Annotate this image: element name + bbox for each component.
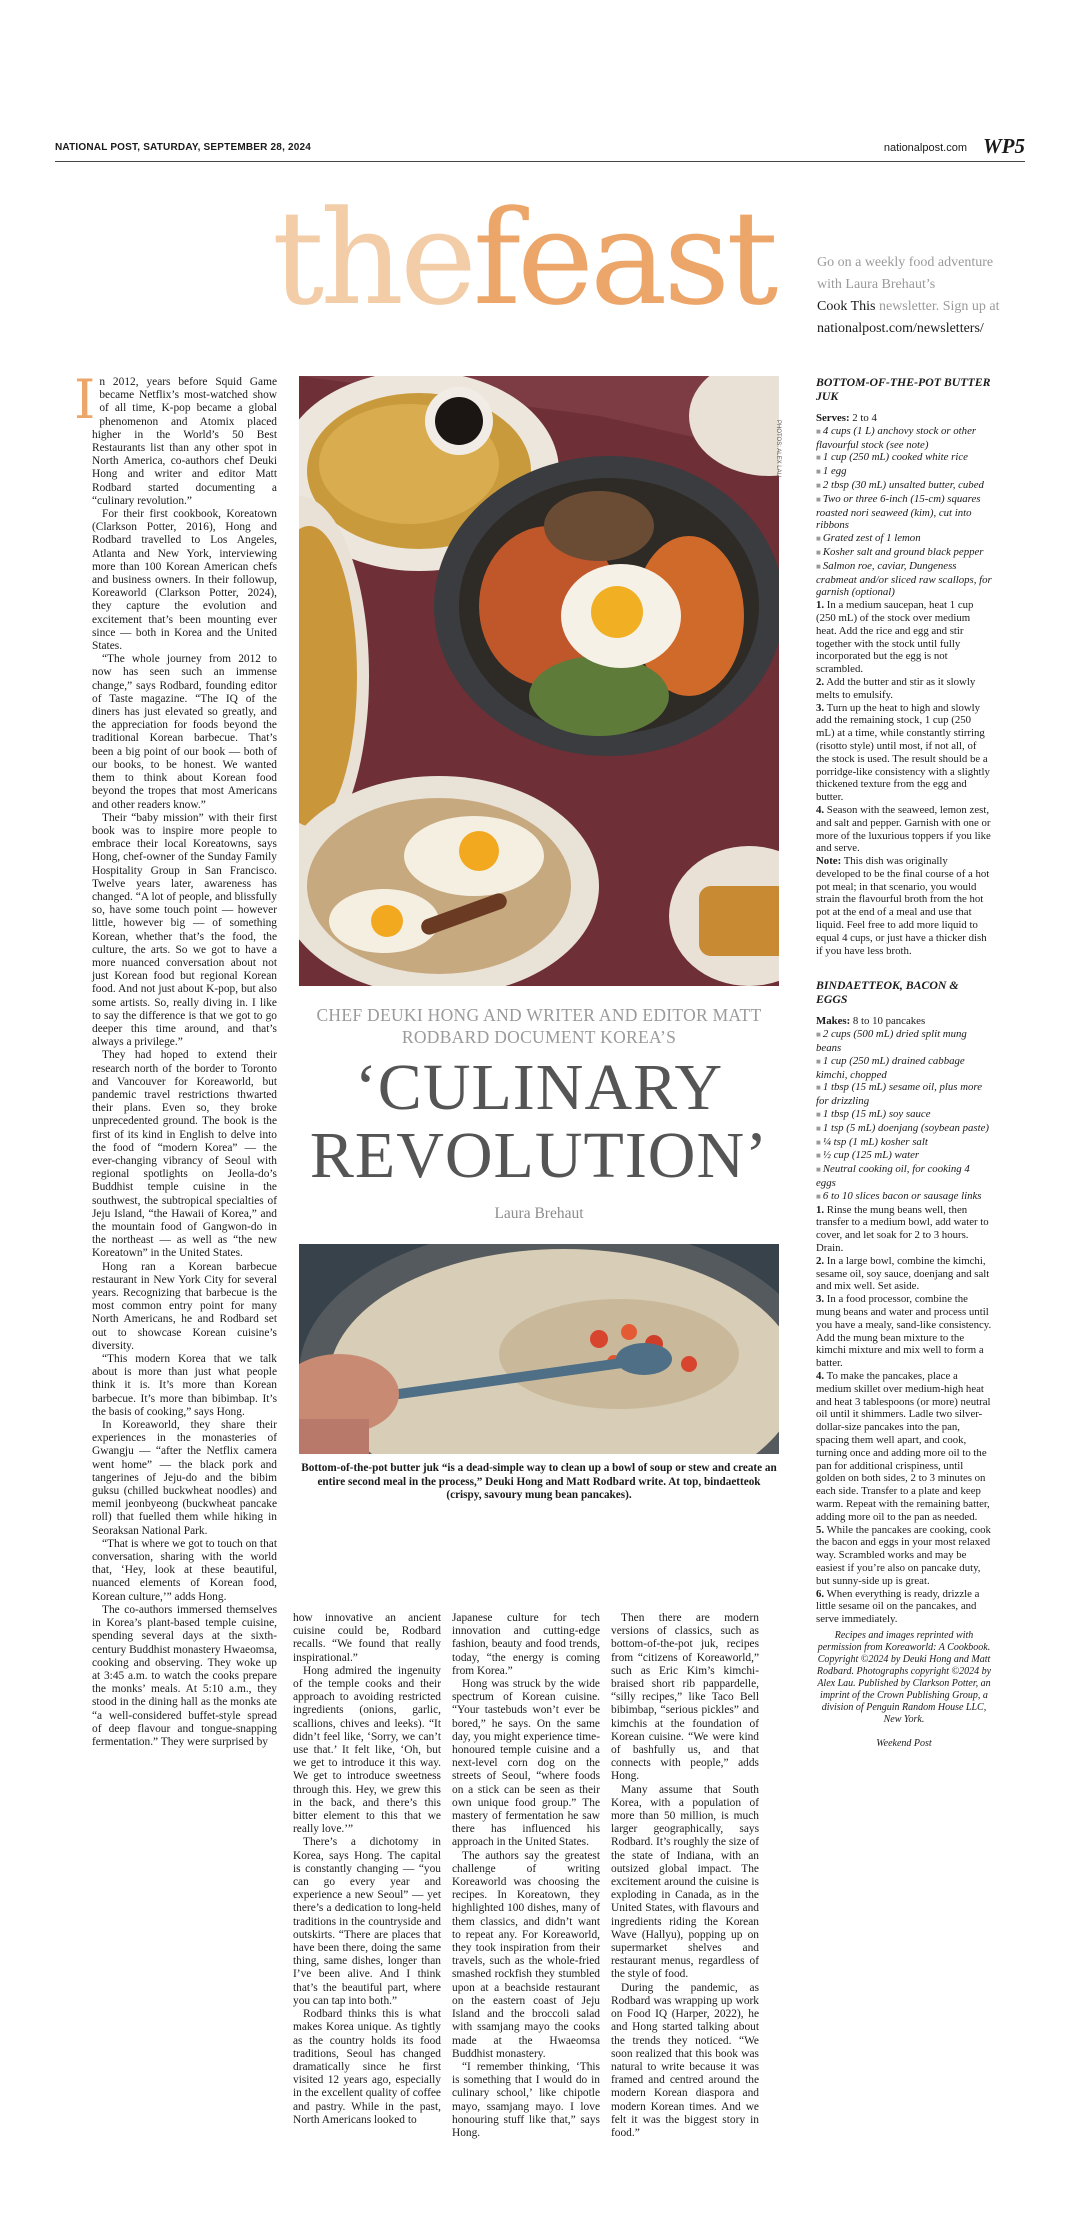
recipe-1-serves: 2 to 4 xyxy=(849,412,877,424)
ingredient: ■ 1 cup (250 mL) cooked white rice xyxy=(816,451,992,465)
article-column-4 xyxy=(611,1612,759,2140)
ingredient: ■ ½ cup (125 mL) water xyxy=(816,1149,992,1163)
article-column-2 xyxy=(293,1612,441,2127)
step-number: 2. xyxy=(816,1254,825,1267)
promo-line-3: newsletter. Sign up at xyxy=(875,299,1000,314)
article-paragraph: They had hoped to extend their research north of the border to Toronto and Vancouver for Koreaworld, but pandemic travel restrictions thwarted their plans. Even so, they broke unprecedented ground. The book is the first of its kind in English to delve into the food of “modern Korea” — the ever-changing vibrancy of Seoul with regional spotlights on Jeolla-do’s Buddhist temple cuisine in the southwest, the subtropical specialties of Jeju Island, “the Hawaii of Korea,” and the mountain food of Gangwon-do in the northeast — as well as “the new Koreatown” in the United States. xyxy=(92,1049,277,1260)
ingredient: ■ Grated zest of 1 lemon xyxy=(816,532,992,546)
article-paragraph: Hong admired the ingenuity of the temple cooks and their approach to avoiding restricted ingredients (onions, garlic, scallions, chives and leeks). “It didn’t feel like, ‘Sorry, we can’t use that.’ It felt like, ‘Oh, but we get to introduce it this way. We get to introduce sweetness through this. Hey, we grew this in the back, and there’s this bitter element to this that we really love.’” xyxy=(293,1664,441,1836)
recipe-step xyxy=(816,1588,992,1626)
step-number: 2. xyxy=(816,675,825,688)
bindaetteok-photo-illustration xyxy=(299,376,779,986)
article-paragraph: Then there are modern versions of classics, such as bottom-of-the-pot juk, recipes from “citizens of Koreaworld,” such as Eric Kim’s kimchi-braised short rib pappardelle, “silly recipes,” like Taco Bell bibimbap, “serious pickles” and kimchis at the foundation of Korean cuisine. “We were kind of bashfully us, and that connects with people,” adds Hong. xyxy=(611,1612,759,1783)
article-paragraph: The authors say the greatest challenge of writing Koreaworld was choosing the recipes. In Koreatown, they highlighted 100 dishes, many of them classics, and didn’t want to repeat any. For Koreaworld, they took inspiration from their travels, such as the whole-fried smashed rockfish they stumbled upon at a beachside restaurant on the eastern coast of Jeju Island and the broccoli salad with ssamjang mayo the cooks made at the Hwaeomsa Buddhist monastery. xyxy=(452,1849,600,2060)
ingredient: ■ Salmon roe, caviar, Dungeness crabmeat and/or sliced raw scallops, for garnish (optional) xyxy=(816,560,992,599)
headline-line-2: REVOLUTION’ xyxy=(309,1119,769,1192)
step-text: Turn up the heat to high and slowly add the remaining stock, 1 cup (250 mL) at a time, while constantly stirring (risotto style) until most, if not all, of the stock is used. The result should be a porridge-like consistency with a slightly thickened texture from the egg and butter. xyxy=(816,701,990,804)
step-text: In a food processor, combine the mung beans and water and process until you have a mealy, sand-like consistency. Add the mung bean mixture to the kimchi mixture and mix well to form a batter. xyxy=(816,1293,992,1370)
article-paragraph: The co-authors immersed themselves in Korea’s plant-based temple cuisine, spending several days at the sixth-century Buddhist monastery Hwaeomsa, cooking and observing. They woke up at 3:45 a.m. to watch the cooks prepare the monks’ meals. At 5:10 a.m., they stood in the dining hall as the monks ate “a well-considered buffet-style spread of deep flavour and tongue-snapping fermentation.” They were surprised by xyxy=(92,1603,277,1748)
recipe-step xyxy=(816,804,992,855)
article-paragraph: Rodbard thinks this is what makes Korea unique. As tightly as the country holds its food traditions, Seoul has changed dramatically since he first visited 12 years ago, especially in the excellent quality of coffee and pastry. While in the past, North Americans looked to xyxy=(293,2008,441,2126)
photo-credit: PHOTOS: ALEX LAU xyxy=(775,420,781,477)
section-masthead xyxy=(272,182,832,352)
page-header xyxy=(55,134,1025,160)
article-paragraph: Many assume that South Korea, with a population of more than 50 million, is much larger geographically, says Rodbard. It’s roughly the size of the state of Indiana, with an outsized global impact. The excitement around the cuisine is exploding in Canada, as in the United States, with flavours and ingredients riding the Korean Wave (Hallyu), popping up on supermarket shelves and restaurant menus, regardless of the style of food. xyxy=(611,1783,759,1981)
ingredient: ■ 1 cup (250 mL) drained cabbage kimchi, chopped xyxy=(816,1055,992,1082)
step-number: 1. xyxy=(816,599,825,612)
ingredient: ■ 1 tbsp (15 mL) sesame oil, plus more for drizzling xyxy=(816,1081,992,1108)
ingredient: ■ Kosher salt and ground black pepper xyxy=(816,546,992,560)
recipe-2-makes: 8 to 10 pancakes xyxy=(850,1015,926,1028)
step-text: Rinse the mung beans well, then transfer to a medium bowl, add water to cover, and let soak for 2 to 3 hours. Drain. xyxy=(816,1203,989,1255)
ingredient: ■ 6 to 10 slices bacon or sausage links xyxy=(816,1190,992,1204)
ingredient: ■ ¼ tsp (1 mL) kosher salt xyxy=(816,1136,992,1150)
headline xyxy=(262,1051,816,1192)
recipe-column xyxy=(816,376,992,1751)
promo-cook-this: Cook This xyxy=(817,299,876,314)
step-number: 5. xyxy=(816,1523,825,1536)
header-rule xyxy=(55,161,1025,162)
newsletter-promo xyxy=(817,252,1037,340)
article-paragraph: how innovative an ancient cuisine could be, Rodbard recalls. “We found that really inspirational.” xyxy=(293,1612,441,1664)
recipe-step xyxy=(816,1524,992,1588)
step-number: 3. xyxy=(816,1293,825,1306)
article-paragraph: During the pandemic, as Rodbard was wrapping up work on Food IQ (Harper, 2022), he and Hong started talking about the trends they noticed. “We soon realized that this book was natural to write because it was framed and centred around the modern Korean diaspora and modern Korean times. And we felt it was the biggest story in food.” xyxy=(611,1981,759,2139)
recipe-step xyxy=(816,676,992,702)
recipe-step xyxy=(816,702,992,804)
masthead-the: the xyxy=(272,182,473,334)
ingredient: ■ 1 tbsp (15 mL) soy sauce xyxy=(816,1108,992,1122)
drop-cap: I xyxy=(74,368,96,431)
top-food-photo xyxy=(299,376,779,986)
note-label: Note: xyxy=(816,855,842,868)
step-number: 4. xyxy=(816,1369,825,1382)
step-text: Season with the seaweed, lemon zest, and salt and pepper. Garnish with one or more of the luxurious toppers if you like and serve. xyxy=(816,803,991,855)
article-column-1 xyxy=(74,368,277,1749)
ingredient: ■ 2 tbsp (30 mL) unsalted butter, cubed xyxy=(816,479,992,493)
step-number: 4. xyxy=(816,803,825,816)
recipe-1-serves-label: Serves: xyxy=(816,412,850,424)
article-paragraph: n 2012, years before Squid Game became Netflix’s most-watched show of all time, K-pop became a global phenomenon and Atomix placed higher in the World’s 50 Best Restaurants list than any other spot in North America, co-authors chef Deuki Hong and writer and editor Matt Rodbard started documenting a “culinary revolution.” xyxy=(92,376,277,507)
article-column-3 xyxy=(452,1612,600,2140)
bottom-food-photo xyxy=(299,1244,779,1454)
promo-url-link[interactable]: nationalpost.com/newsletters/ xyxy=(817,321,984,336)
article-paragraph: In Koreaworld, they share their experiences in the monasteries of Gwangju — “after the Netflix camera went home” — the black pork and tangerines of Jeju-do and the bibim guksu (chilled buckwheat noodles) and memil jeonbyeong (buckwheat pancake roll) that fuelled them while hiking in Seoraksan National Park. xyxy=(92,1419,277,1537)
step-text: While the pancakes are cooking, cook the bacon and eggs in your most relaxed way. Scrambled works and may be easiest if you’re also on pancake duty, but sunny-side up is great. xyxy=(816,1523,991,1587)
headline-line-1: ‘CULINARY xyxy=(354,1051,724,1124)
step-text: Add the butter and stir as it slowly melts to emulsify. xyxy=(816,675,976,701)
article-paragraph: Their “baby mission” with their first book was to inspire more people to embrace their local Koreatowns, says Hong, chef-owner of the Sunday Family Hospitality Group in San Francisco. Twelve years later, awareness has changed. “A lot of people, and blissfully so, have some touch point — however little, however big — of something Korean, whether that’s the food, the culture, the arts. So we got to have a more nuanced conversation about not just Korean food but regional Korean food. And not just about K-pop, but also some artists. So, really diving in. I like to say the difference is that we got to go deeper this time around, and that’s always a privilege.” xyxy=(92,811,277,1049)
step-text: When everything is ready, drizzle a little sesame oil on the pancakes, and serve immediately. xyxy=(816,1587,980,1626)
promo-line-2: with Laura Brehaut’s xyxy=(817,277,936,292)
recipe-step xyxy=(816,1293,992,1370)
step-text: In a medium saucepan, heat 1 cup (250 mL) of the stock over medium heat. Add the rice and egg and stir together with the stock until fully incorporated but the egg is not scrambled. xyxy=(816,599,974,676)
juk-photo-illustration xyxy=(299,1244,779,1454)
recipe-step xyxy=(816,1204,992,1255)
article-paragraph: Hong ran a Korean barbecue restaurant in New York City for several years. Recognizing that barbecue is the most common entry point for many North Americans, he and Rodbard set out to showcase Korean cuisine’s diversity. xyxy=(92,1260,277,1352)
recipe-step xyxy=(816,599,992,676)
ingredient: ■ 2 cups (500 mL) dried split mung beans xyxy=(816,1028,992,1055)
page-number: WP5 xyxy=(983,134,1025,158)
step-number: 1. xyxy=(816,1203,825,1216)
header-dateline: NATIONAL POST, SATURDAY, SEPTEMBER 28, 2024 xyxy=(55,142,312,153)
footer-weekend-post: Weekend Post xyxy=(876,1737,932,1749)
article-paragraph: For their first cookbook, Koreatown (Clarkson Potter, 2016), Hong and Rodbard travelled to Los Angeles, Atlanta and New York, interviewing more than 100 Korean American chefs and business owners. In their followup, Koreaworld (Clarkson Potter, 2024), they capture the evolution and excitement that’s been mounting ever since — both in Korea and the United States. xyxy=(92,508,277,653)
article-paragraph: “This modern Korea that we talk about is more than just what people think it is. It’s more than Korean barbecue. It’s more than bibimbap. It’s the basis of cooking,” says Hong. xyxy=(92,1353,277,1418)
ingredient: ■ Two or three 6-inch (15-cm) squares roasted nori seaweed (kim), cut into ribbons xyxy=(816,493,992,532)
recipe-note xyxy=(816,855,992,957)
step-text: To make the pancakes, place a medium skillet over medium-high heat and heat 3 tablespoons (or more) neutral oil until it shimmers. Ladle two silver-dollar-size pancakes into the pan, spacing them well apart, and cook, turning once and adding more oil to the pan for additional crispiness, until golden on both sides, 2 to 3 minutes on each side. Transfer to a plate and keep warm. Repeat with the remaining batter, adding more oil to the pan as needed. xyxy=(816,1369,991,1523)
recipe-1-title: BOTTOM-OF-THE-POT BUTTER JUK xyxy=(816,375,991,403)
step-number: 6. xyxy=(816,1587,825,1600)
recipe-credits: Recipes and images reprinted with permission from Koreaworld: A Cookbook. Copyright ©2024 by Deuki Hong and Matt Rodbard. Photographs copyright ©2024 by Alex Lau. Published by Clarkson Potter, an imprint of the Crown Publishing Group, a division of Penguin Random House LLC, New York. xyxy=(816,1629,992,1725)
ingredient: ■ Neutral cooking oil, for cooking 4 eggs xyxy=(816,1163,992,1190)
ingredient: ■ 4 cups (1 L) anchovy stock or other flavourful stock (see note) xyxy=(816,425,992,452)
article-paragraph: Hong was struck by the wide spectrum of Korean cuisine. “Your tastebuds won’t ever be bored,” he says. On the same day, you might experience time-honoured temple cuisine and a next-level corn dog on the streets of Seoul, “where foods on a stick can be seen as their own unique food group.” The mastery of fermentation he saw there has influenced his approach in the United States. xyxy=(452,1678,600,1849)
recipe-step xyxy=(816,1255,992,1293)
recipe-step xyxy=(816,1370,992,1524)
promo-line-1: Go on a weekly food adventure xyxy=(817,255,994,270)
note-text: This dish was originally developed to be the final course of a hot pot meal; in that scenario, you would strain the flavourful broth from the hot pot at the end of a meal and use that liquid. Feel free to add more liquid to equal 4 cups, or just have a thicker dish if you have less broth. xyxy=(816,855,990,957)
masthead-feast: feast xyxy=(472,182,775,334)
article-paragraph: Japanese culture for tech innovation and cutting-edge fashion, beauty and food trends, today, “the energy is coming from Korea.” xyxy=(452,1612,600,1677)
ingredient: ■ 1 tsp (5 mL) doenjang (soybean paste) xyxy=(816,1122,992,1136)
header-url: nationalpost.com xyxy=(883,142,967,154)
recipe-2-title: BINDAETTEOK, BACON & EGGS xyxy=(816,978,959,1006)
byline: Laura Brehaut xyxy=(494,1205,584,1222)
article-paragraph: “That is where we got to touch on that conversation, sharing with the world that, ‘Hey, look at these beautiful, nuanced elements of Korean food, Korean culture,’” adds Hong. xyxy=(92,1537,277,1603)
photo-caption: Bottom-of-the-pot butter juk “is a dead-simple way to clean up a bowl of soup or stew and create an entire second meal in the process,” Deuki Hong and Matt Rodbard write. At top, bindaetteok (crispy, savoury mung bean pancakes). xyxy=(301,1462,777,1501)
article-paragraph: There’s a dichotomy in Korea, says Hong. The capital is constantly changing — “you can go every year and experience a new Seoul” — yet there’s a dedication to long-held traditions in the countryside and outskirts. “There are places that have been there, doing the same thing, same dishes, longer than I’ve been alive. And I think that’s the beautiful part, where you can tap into both.” xyxy=(293,1836,441,2007)
recipe-2-makes-label: Makes: xyxy=(816,1015,851,1028)
ingredient: ■ 1 egg xyxy=(816,465,992,479)
step-text: In a large bowl, combine the kimchi, sesame oil, soy sauce, doenjang and salt and mix well. Set aside. xyxy=(816,1254,990,1293)
article-paragraph: “The whole journey from 2012 to now has seen such an immense change,” says Rodbard, founding editor of Taste magazine. “The IQ of the diners has just elevated so greatly, and the appreciation for foods beyond the traditional Korean barbecue. That’s been a big point of our book — both of our books, to be honest. We wanted them to think about Korean food beyond the tropes that most Americans and other readers know.” xyxy=(92,653,277,811)
article-paragraph: “I remember thinking, ‘This is something that I would do in culinary school,’ like chipotle mayo, ssamjang mayo. I love honouring stuff like that,” says Hong. xyxy=(452,2060,600,2139)
step-number: 3. xyxy=(816,701,825,714)
headline-deck: CHEF DEUKI HONG AND WRITER AND EDITOR MATT RODBARD DOCUMENT KOREA’S xyxy=(316,1005,762,1047)
